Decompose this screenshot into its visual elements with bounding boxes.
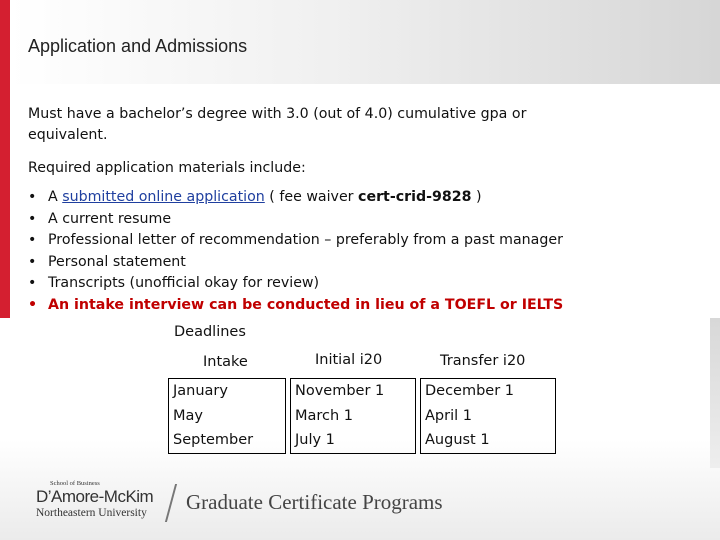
- table-row: [169, 428, 556, 453]
- bullet-icon: •: [28, 210, 37, 227]
- list-item: [28, 187, 708, 209]
- list-item: [28, 295, 708, 317]
- school-of-business-label: School of Business: [50, 480, 100, 487]
- program-title: Graduate Certificate Programs: [186, 490, 443, 514]
- transfer-cell: December 1: [421, 379, 556, 404]
- table-row: [169, 404, 556, 429]
- deadlines-label: Deadlines: [174, 324, 246, 340]
- online-application-link[interactable]: submitted online application: [62, 189, 265, 205]
- initial-i20-header: Initial i20: [315, 352, 383, 368]
- bullet-icon: •: [28, 253, 37, 270]
- list-item: [28, 230, 708, 252]
- initial-cell: November 1: [291, 379, 416, 404]
- slide-title: Application and Admissions: [28, 36, 248, 56]
- intake-cell: September: [169, 428, 286, 453]
- transcripts-item: Transcripts (unofficial okay for review): [48, 275, 320, 291]
- deadlines-table: [168, 378, 556, 454]
- initial-cell: March 1: [291, 404, 416, 429]
- fee-waiver-code: cert-crid-9828: [358, 189, 472, 205]
- online-mid: ( fee waiver: [264, 189, 359, 205]
- table-row: [169, 379, 556, 404]
- list-item: [28, 252, 708, 274]
- degree-requirement: Must have a bachelor’s degree with 3.0 (out of 4.0) cumulative gpa or equivalent.: [28, 106, 527, 143]
- materials-heading: Required application materials include:: [28, 160, 306, 176]
- initial-cell: July 1: [291, 428, 416, 453]
- resume-item: A current resume: [48, 210, 172, 227]
- bullet-icon: •: [28, 296, 38, 313]
- side-grey-bar: [710, 318, 720, 468]
- intake-header: Intake: [203, 354, 248, 370]
- transfer-cell: August 1: [421, 428, 556, 453]
- online-suffix: ): [471, 189, 482, 205]
- school-logo-name: D’Amore-McKim: [36, 487, 154, 506]
- transfer-i20-header: Transfer i20: [440, 353, 526, 369]
- slide-body: [28, 104, 708, 316]
- list-item: [28, 273, 708, 295]
- transfer-cell: April 1: [421, 404, 556, 429]
- online-prefix: A: [48, 189, 63, 205]
- accent-bar: [0, 0, 10, 318]
- statement-item: Personal statement: [48, 253, 186, 270]
- bullet-icon: •: [28, 232, 37, 248]
- list-item: [28, 209, 708, 231]
- intake-cell: May: [169, 404, 286, 429]
- intake-cell: January: [169, 379, 286, 404]
- interview-item: An intake interview can be conducted in lieu of a TOEFL or IELTS: [48, 296, 564, 313]
- bullet-icon: •: [28, 189, 37, 205]
- letter-item: Professional letter of recommendation – preferably from a past manager: [48, 232, 563, 248]
- materials-list: [28, 187, 708, 316]
- university-name: Northeastern University: [36, 507, 147, 519]
- bullet-icon: •: [28, 275, 37, 291]
